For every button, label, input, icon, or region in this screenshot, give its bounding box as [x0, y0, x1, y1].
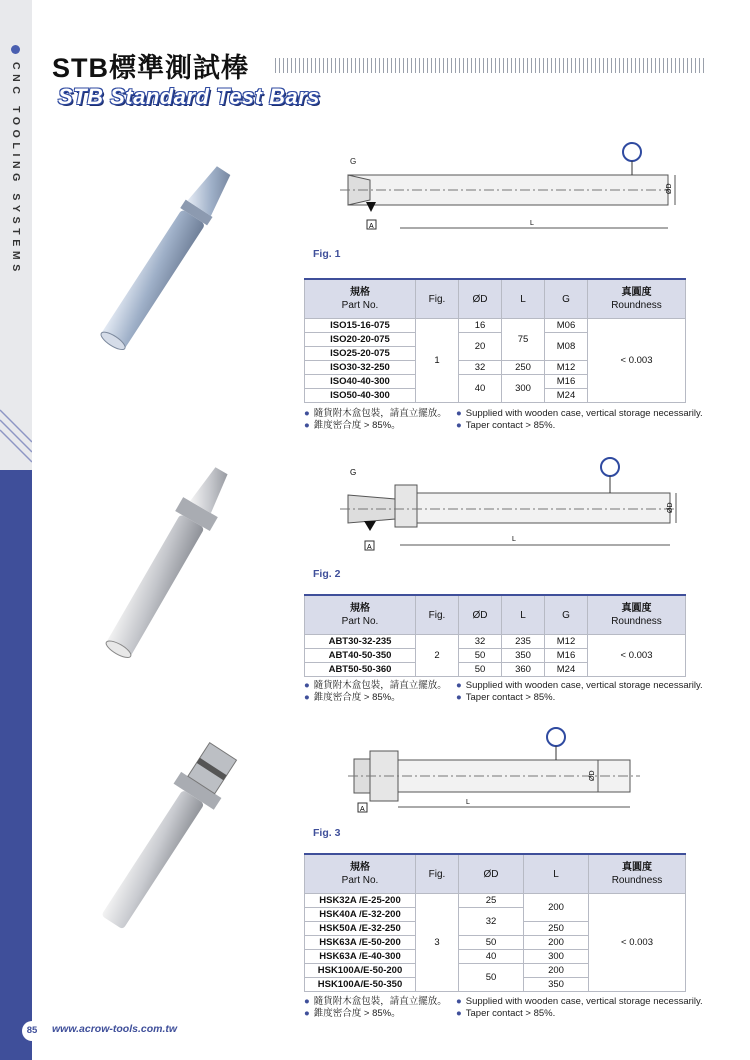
page-subtitle: STB Standard Test Bars: [58, 84, 321, 109]
col-fig: Fig.: [416, 279, 459, 319]
table-row: ISO15-16-075 1 16 75 M06 < 0.003: [305, 319, 686, 333]
table-row: HSK100A/E-50-350 350: [305, 978, 686, 992]
fig3-notes: ● 隨貨附木盒包裝，請直立擺放。 ● Supplied with wooden case, vertical storage necessarily. ● 錐度密合度 > 85%。 ● Taper contact > 85%.: [304, 996, 703, 1019]
col-roundness: 真圓度 Roundness: [588, 595, 686, 635]
col-dia: ØD: [459, 854, 524, 894]
table-row: HSK63A /E-50-200 50 200: [305, 936, 686, 950]
col-roundness: 真圓度 Roundness: [588, 279, 686, 319]
fig2-notes: ● 隨貨附木盒包裝，請直立擺放。 ● Supplied with wooden case, vertical storage necessarily. ● 錐度密合度 > 85%。 ● Taper contact > 85%.: [304, 680, 703, 703]
website-link[interactable]: www.acrow-tools.com.tw: [52, 1023, 178, 1035]
table-row: HSK40A /E-32-200 32: [305, 908, 686, 922]
diagram-label-g: G: [350, 468, 357, 477]
sidebar-accent: [0, 470, 32, 1060]
table-header-row: [305, 595, 686, 635]
col-spec: 規格 Part No.: [305, 595, 416, 635]
col-dia: ØD: [459, 279, 502, 319]
diagram-label-d: ØD: [589, 770, 596, 781]
product-image-iso-test-bar: [55, 140, 285, 370]
table-row: ABT50-50-360 50 360 M24: [305, 663, 686, 677]
diagram-label-a: A: [367, 544, 372, 551]
fig3-spec-table: [304, 853, 686, 992]
sidebar-dot: [11, 45, 20, 54]
table-row: HSK100A/E-50-200 50 200: [305, 964, 686, 978]
col-g: G: [545, 279, 588, 319]
col-fig: Fig.: [416, 854, 459, 894]
col-g: G: [545, 595, 588, 635]
fig2-spec-table: [304, 594, 686, 677]
table-row: HSK32A /E-25-200 3 25 200 < 0.003: [305, 894, 686, 908]
sidebar-label: CNC TOOLING SYSTEMS: [10, 62, 22, 276]
col-len: L: [524, 854, 589, 894]
fig3-diagram: [340, 725, 680, 825]
diagram-label-l: L: [512, 536, 516, 543]
diagram-label-l: L: [466, 799, 470, 806]
fig2-label: Fig. 2: [313, 568, 341, 580]
col-len: L: [502, 595, 545, 635]
diagram-label-g: G: [350, 157, 357, 166]
table-row: ISO30-32-250 32 250 M12: [305, 361, 686, 375]
table-row: ABT40-50-350 50 350 M16: [305, 649, 686, 663]
diagram-label-d: ØD: [667, 502, 674, 513]
fig1-label: Fig. 1: [313, 248, 341, 260]
diagram-label-d: ØD: [666, 183, 673, 194]
table-row: ISO40-40-300 40 300 M16: [305, 375, 686, 389]
fig1-diagram: [340, 140, 680, 240]
diagram-label-a: A: [360, 806, 365, 813]
col-fig: Fig.: [416, 595, 459, 635]
product-image-abt-test-bar: [55, 450, 285, 670]
diagram-label-l: L: [530, 220, 534, 227]
table-row: ISO50-40-300 M24: [305, 389, 686, 403]
table-row: HSK50A /E-32-250 250: [305, 922, 686, 936]
table-header-row: [305, 854, 686, 894]
col-dia: ØD: [459, 595, 502, 635]
col-roundness: 真圓度 Roundness: [589, 854, 686, 894]
diagram-label-a: A: [369, 223, 374, 230]
fig1-spec-table: [304, 278, 686, 403]
table-row: HSK63A /E-40-300 40 300: [305, 950, 686, 964]
table-row: ABT30-32-235 2 32 235 M12 < 0.003: [305, 635, 686, 649]
fig1-notes: ● 隨貨附木盒包裝，請直立擺放。 ● Supplied with wooden case, vertical storage necessarily. ● 錐度密合度 > 85%。 ● Taper contact > 85%.: [304, 408, 703, 431]
table-row: ISO25-20-075: [305, 347, 686, 361]
table-row: ISO20-20-075 20 M08: [305, 333, 686, 347]
col-spec: 規格 Part No.: [305, 854, 416, 894]
title-hatch-decoration: [275, 58, 705, 73]
fig2-diagram: [340, 455, 680, 560]
page-number: 85: [22, 1021, 42, 1041]
page-title: STB標準測試棒: [52, 53, 249, 83]
col-spec: 規格 Part No.: [305, 279, 416, 319]
sidebar-stripes: [0, 400, 32, 472]
product-image-hsk-test-bar: [55, 720, 285, 950]
table-header-row: [305, 279, 686, 319]
fig3-label: Fig. 3: [313, 827, 341, 839]
col-len: L: [502, 279, 545, 319]
